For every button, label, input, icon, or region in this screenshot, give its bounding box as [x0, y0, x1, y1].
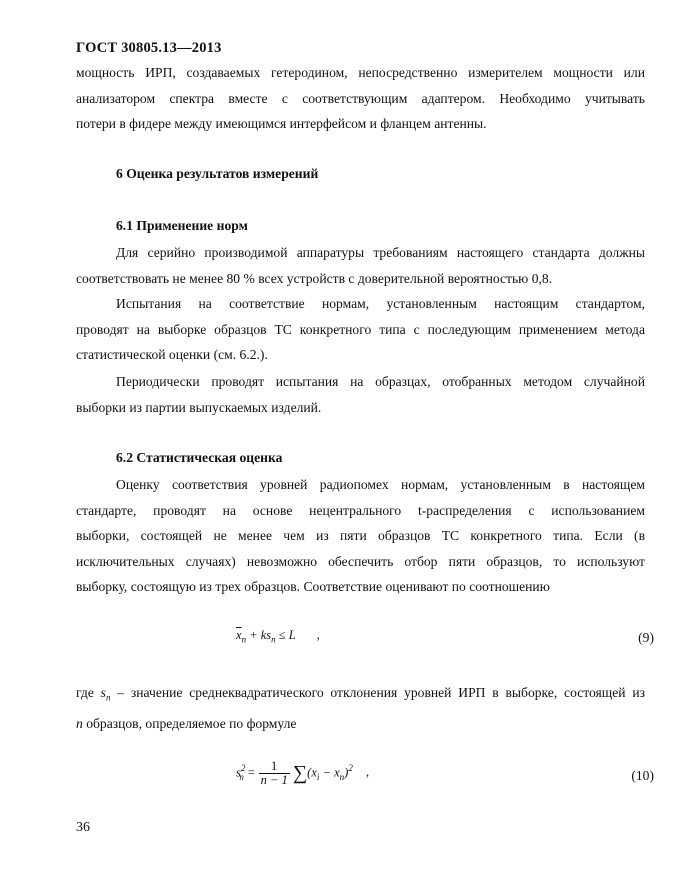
section-6-heading: 6 Оценка результатов измерений	[116, 166, 319, 181]
text-line: Периодически проводят испытания на образцах, отобранных методом случайной	[116, 374, 645, 389]
formula-10-fraction: $\frac{1}{n - 1}$	[260, 759, 288, 787]
section-6-1-paragraph-2	[76, 291, 645, 368]
where-line2-rest: образцов, определяемое по формуле	[82, 716, 297, 732]
text-line: анализатором спектра вместе с соответствующим адаптером. Необходимо учитывать	[76, 90, 645, 106]
where-prefix: где	[76, 685, 101, 700]
formula-10-number: (10)	[631, 768, 654, 783]
where-symbol: s	[100, 685, 106, 700]
where-line2-symbol: n	[76, 716, 83, 732]
text-line: Оценку соответствия уровней радиопомех нормам, установленным в настоящем	[116, 477, 645, 492]
formula-9-comma: ,	[316, 628, 320, 642]
section-6-1-heading: 6.1 Применение норм	[116, 218, 248, 233]
text-line: Для серийно производимой аппаратуры требованиям настоящего стандарта должны	[116, 245, 645, 260]
section-6-1-paragraph-1	[76, 240, 645, 291]
text-line: статистической оценки (см. 6.2.).	[76, 347, 268, 363]
section-6-2-paragraph	[76, 472, 645, 600]
text-line: выборку, состоящую из трех образцов. Соответствие оценивают по соотношению	[76, 579, 550, 595]
section-6-1-paragraph-3	[76, 369, 645, 420]
where-paragraph	[76, 680, 645, 737]
formula-9-number: (9)	[638, 630, 654, 645]
text-line: соответствовать не менее 80 % всех устройств с доверительной вероятностью 0,8.	[76, 270, 553, 286]
text-line: проводят на выборке образцов ТС конкретного типа с последующим применением метода	[76, 321, 645, 337]
document-header: ГОСТ 30805.13—2013	[76, 40, 222, 56]
text-line	[76, 711, 645, 737]
intro-paragraph	[76, 60, 645, 137]
text-line: исключительных случаях) невозможно обеспечить отбор пяти образцов, то используют	[76, 553, 645, 569]
page-number: 36	[76, 820, 90, 835]
text-line: стандарте, проводят на основе нецентрального t-распределения с использованием	[76, 502, 645, 518]
text-line: Испытания на соответствие нормам, установленным настоящим стандартом,	[116, 296, 645, 311]
text-line	[76, 680, 645, 711]
text-line: выборки, состоящей не менее чем из пяти образцов ТС конкретного типа. Если (в	[76, 528, 645, 544]
text-line: потери в фидере между имеющимся интерфейсом и фланцем антенны.	[76, 116, 487, 132]
formula-9: $\overline{x}_n + ks_n \le L$ ,	[236, 628, 320, 645]
where-line1-rest: – значение среднеквадратического отклонения уровней ИРП в выборке, состоящей из	[110, 685, 646, 700]
where-symbol-sub: n	[105, 692, 111, 703]
formula-10: $s^2_n$ = $\frac{1}{n - 1}$ $\sum(x_i - x_n)^2$ ,	[236, 759, 370, 787]
section-6-2-heading: 6.2 Статистическая оценка	[116, 450, 283, 465]
text-line: мощность ИРП, создаваемых гетеродином, непосредственно измерителем мощности или	[76, 65, 645, 80]
formula-10-comma: ,	[365, 765, 370, 780]
text-line: выборки из партии выпускаемых изделий.	[76, 399, 322, 415]
